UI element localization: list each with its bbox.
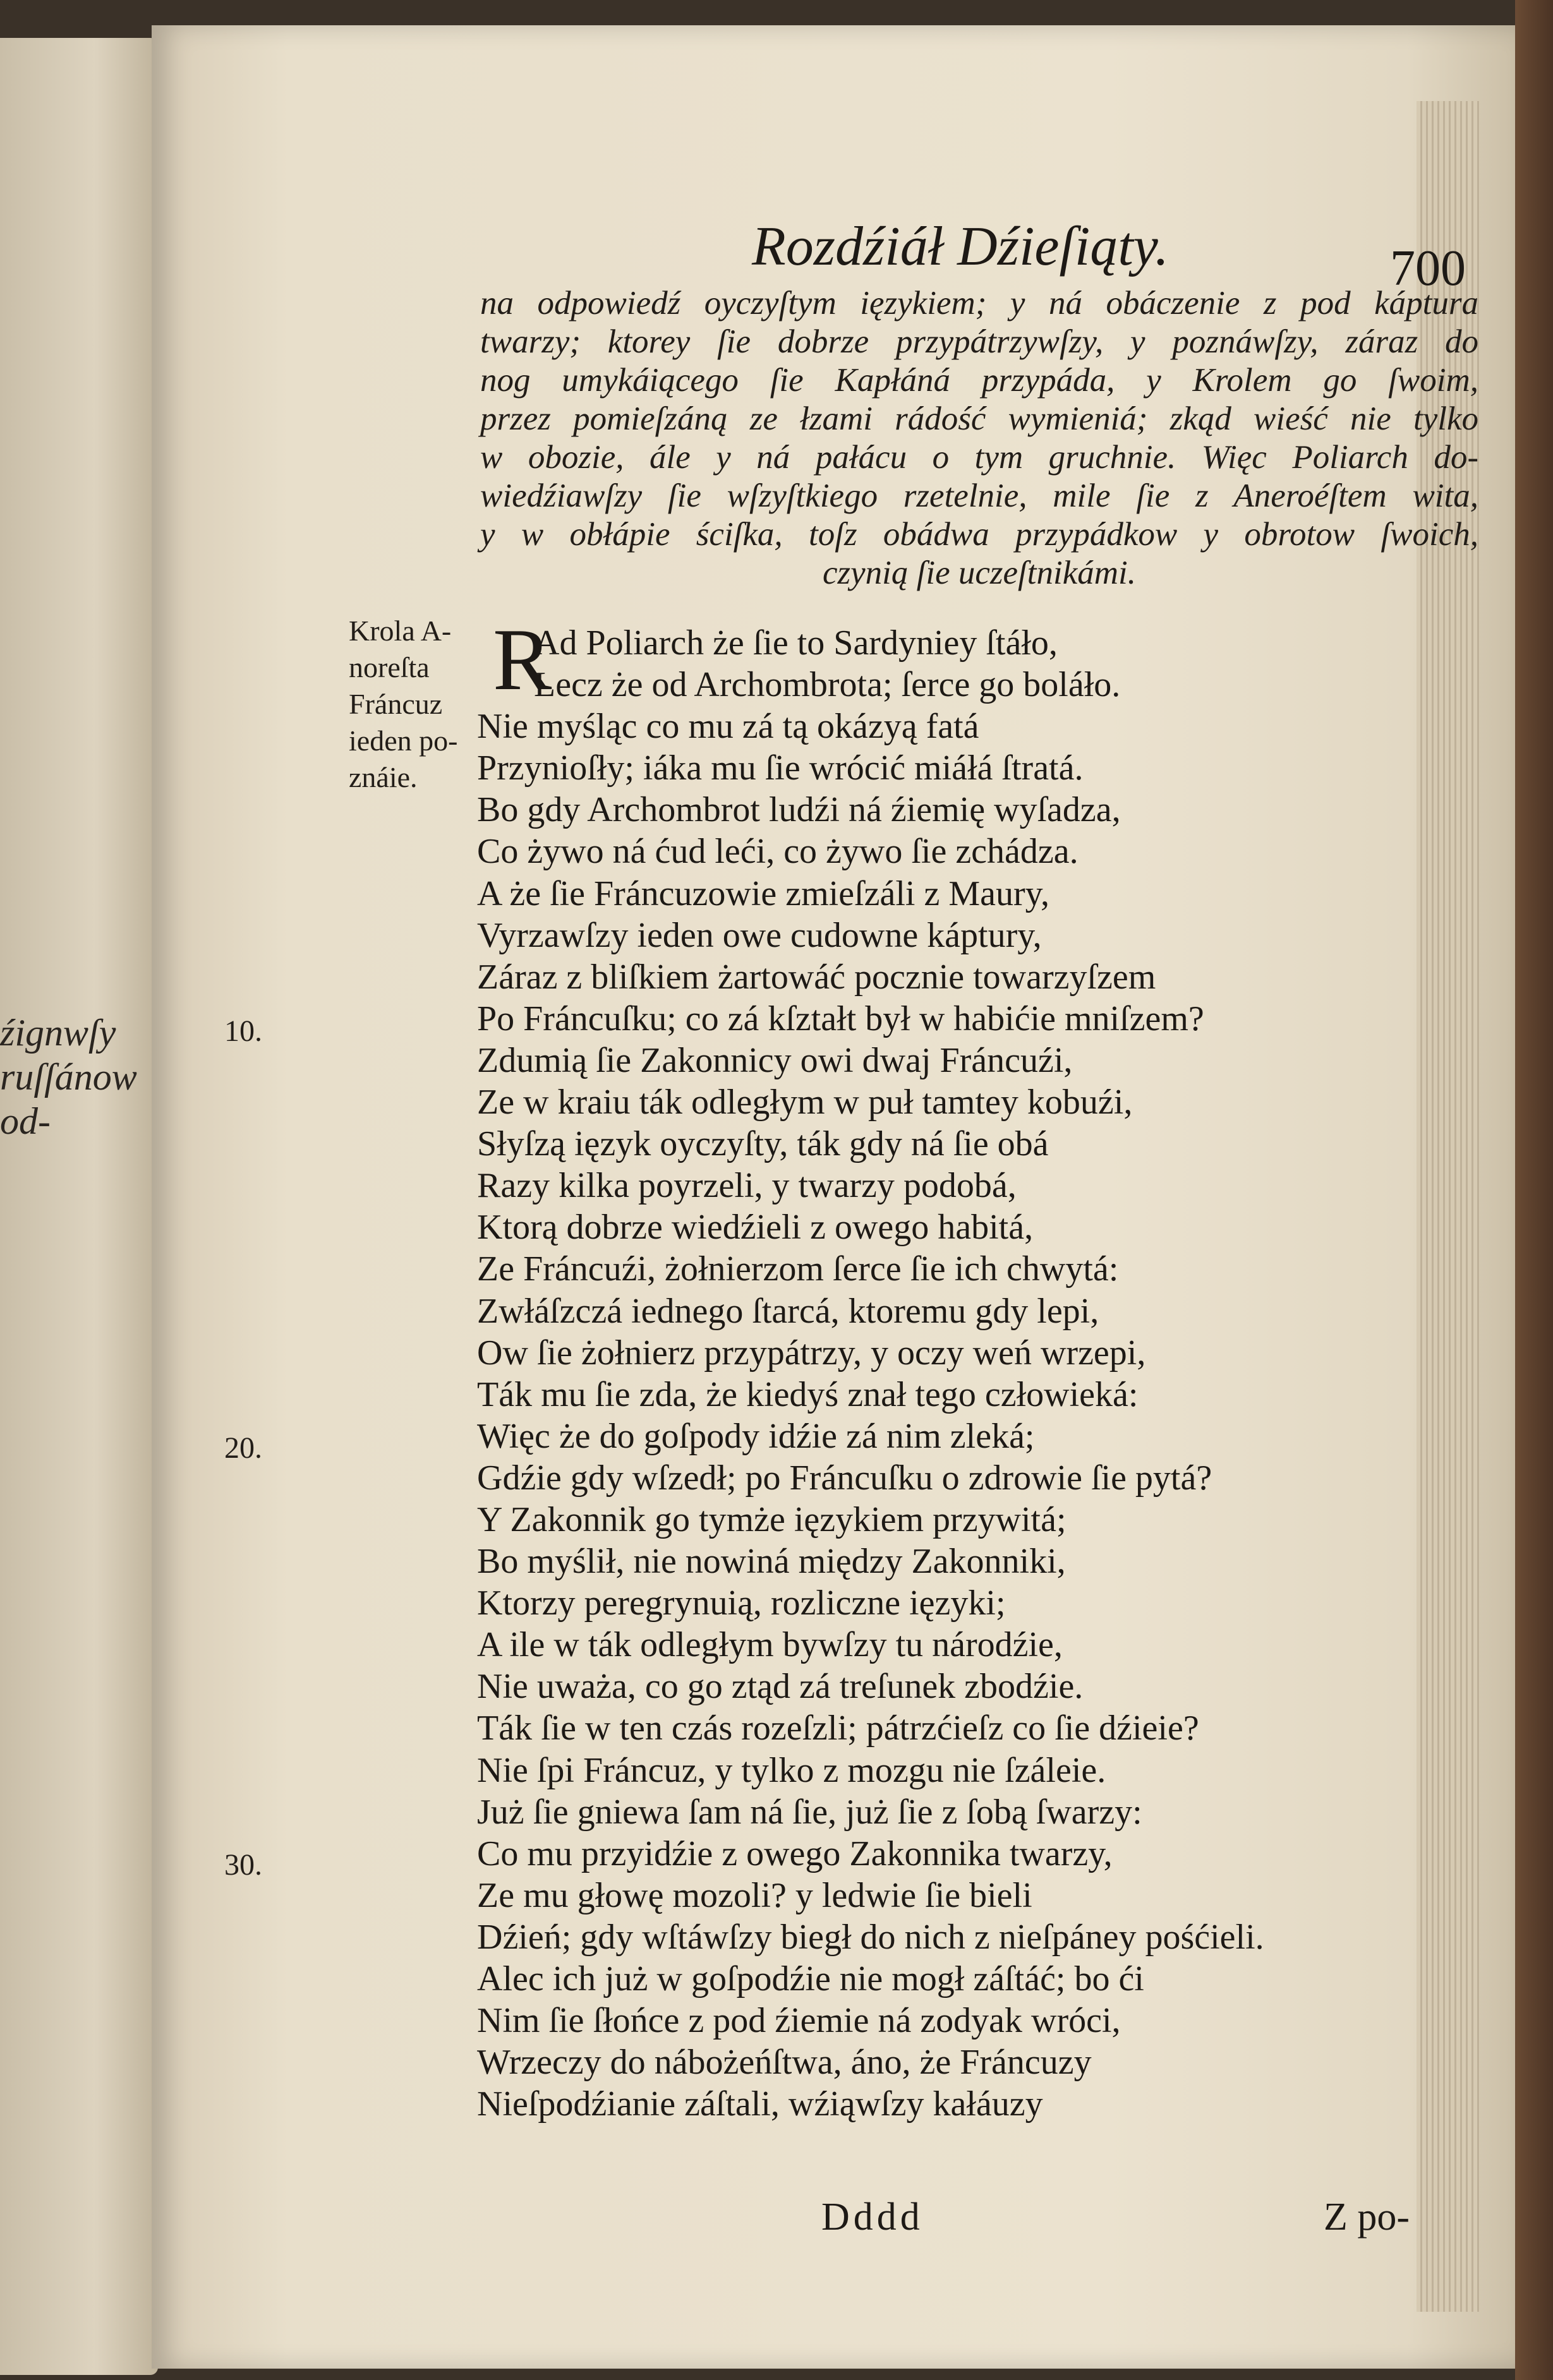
verse-line: Ták ſie w ten czás rozeſzli; pátrzćieſz co ſie dźieie? [477,1709,1199,1748]
verse-line: Nim ſie ſłońce z pod źiemie ná zodyak wróci, [477,2001,1121,2041]
prose-line: y w obłápie ściſka, toſz obádwa przypádkow y obrotow ſwoich, [480,516,1478,553]
line-number: 20. [224,1431,262,1465]
verse-line: Gdźie gdy wſzedł; po Fráncuſku o zdrowie ſie pytá? [477,1458,1212,1498]
verse-line: Lecz że od Archombrota; ſerce go boláło. [534,665,1121,705]
marginal-note-line: noreſta [349,651,430,683]
marginal-note-line: ieden po- [349,724,458,757]
verse-line: Zdumią ſie Zakonnicy owi dwaj Fráncuźi, [477,1040,1073,1080]
marginal-note-line: Krola A- [349,615,452,647]
prose-line: wiedźiawſzy ſie wſzyſtkiego rzetelnie, mile ſie z Aneroéſtem wita, [480,478,1478,514]
page-header [152,215,1516,296]
marginal-note-line: znáie. [349,761,418,793]
verse-line: Ze w kraiu ták odległym w puł tamtey kobuźi, [477,1083,1133,1122]
verse-line: A że ſie Fráncuzowie zmieſzáli z Maury, [477,874,1049,913]
facing-page [0,38,158,2375]
verse-line: Co żywo ná ćud leći, co żywo ſie zchádza. [477,832,1079,872]
verse-block [477,622,1501,2125]
verse-line: Ktorzy peregrynuią, rozliczne ięzyki; [477,1584,1006,1623]
marginal-note [349,613,475,796]
book-page [152,25,1516,2369]
verse-line: Nie myśląc co mu zá tą okázyą fatá [477,707,979,747]
verse-line: Ktorą dobrze wiedźieli z owego habitá, [477,1208,1034,1247]
prose-summary [480,284,1478,592]
book-cover-board [1515,0,1553,2380]
verse-line: Ták mu ſie zda, że kiedyś znał tego człowieká: [477,1374,1139,1414]
verse-line: A ile w ták odległym bywſzy tu národźie, [477,1625,1063,1665]
verse-line: Ze Fráncuźi, żołnierzom ſerce ſie ich chwytá: [477,1249,1119,1289]
verse-line: Co mu przyidźie z owego Zakonnika twarzy, [477,1834,1113,1873]
verse-line: Záraz z bliſkiem żartowáć pocznie towarzyſzem [477,957,1156,997]
verse-line: Więc że do goſpody idźie zá nim zleká; [477,1416,1035,1456]
verse-line: Ad Poliarch że ſie to Sardyniey ſtáło, [534,623,1058,663]
verse-line: Bo gdy Archombrot ludźi ná źiemię wyſadza, [477,790,1121,830]
prose-line: w obozie, ále y ná pałácu o tym gruchnie. Więc Poliarch do- [480,439,1478,476]
verse-line: Przynioſły; iáka mu ſie wrócić miáłá ſtratá. [477,748,1084,788]
verse-line: Zwłáſzczá iednego ſtarcá, ktoremu gdy lepi, [477,1291,1099,1331]
page-number: 700 [1390,241,1466,296]
verse-line: Ow ſie żołnierz przypátrzy, y oczy weń wrzepi, [477,1333,1146,1373]
verse-line: Nieſpodźianie záſtali, wźiąwſzy kałáuzy [477,2084,1043,2124]
verse-line: Nie uważa, co go ztąd zá treſunek zbodźie. [477,1667,1084,1707]
verse-line: Nie ſpi Fráncuz, y tylko z mozgu nie ſzáleie. [477,1750,1106,1790]
verse-line: Słyſzą ięzyk oyczyſty, ták gdy ná ſie obá [477,1124,1049,1164]
running-title: Rozdźiáł Dźieſiąty. [752,216,1169,277]
prose-line: czynią ſie uczeſtnikámi. [823,555,1136,591]
line-number: 10. [224,1014,262,1048]
prose-line: na odpowiedź oyczyſtym ięzykiem; y ná obáczenie z pod káptura [480,285,1478,322]
facing-page-fragment: od- [0,1100,51,1142]
marginal-note-line: Fráncuz [349,688,443,720]
verse-line: Dźień; gdy wſtáwſzy biegł do nich z nieſpáney pośćieli. [477,1917,1264,1957]
verse-line: Alec ich już w goſpodźie nie mogł záſtáć; bo ći [477,1959,1144,1998]
drop-capital: R [493,611,552,709]
verse-line: Y Zakonnik go tymże ięzykiem przywitá; [477,1500,1067,1539]
line-number: 30. [224,1848,262,1882]
verse-line: Bo myślił, nie nowiná między Zakonniki, [477,1542,1066,1582]
verse-line: Już ſie gniewa ſam ná ſie, już ſie z ſobą ſwarzy: [477,1792,1142,1832]
catchword: Z po- [1324,2196,1410,2239]
facing-page-fragment: źignwſy [0,1012,116,1054]
signature-mark: Dddd [821,2196,924,2239]
prose-line: twarzy; ktorey ſie dobrze przypátrzywſzy, y poznáwſzy, záraz do [480,323,1478,360]
facing-page-fragment: ruſſánow [0,1056,137,1098]
verse-line: Razy kilka poyrzeli, y twarzy podobá, [477,1166,1017,1206]
prose-line: przez pomieſzáną ze łzami rádość wymieniá; zkąd wieść nie tylko [480,400,1478,437]
verse-line: Po Fráncuſku; co zá kſztałt był w habićie mniſzem? [477,999,1204,1038]
prose-line: nog umykáiącego ſie Kapłáná przypáda, y Krolem go ſwoim, [480,362,1478,399]
verse-line: Ze mu głowę mozoli? y ledwie ſie bieli [477,1875,1032,1915]
verse-line: Vyrzawſzy ieden owe cudowne káptury, [477,915,1042,955]
verse-line: Wrzeczy do nábożeńſtwa, áno, że Fráncuzy [477,2043,1092,2082]
